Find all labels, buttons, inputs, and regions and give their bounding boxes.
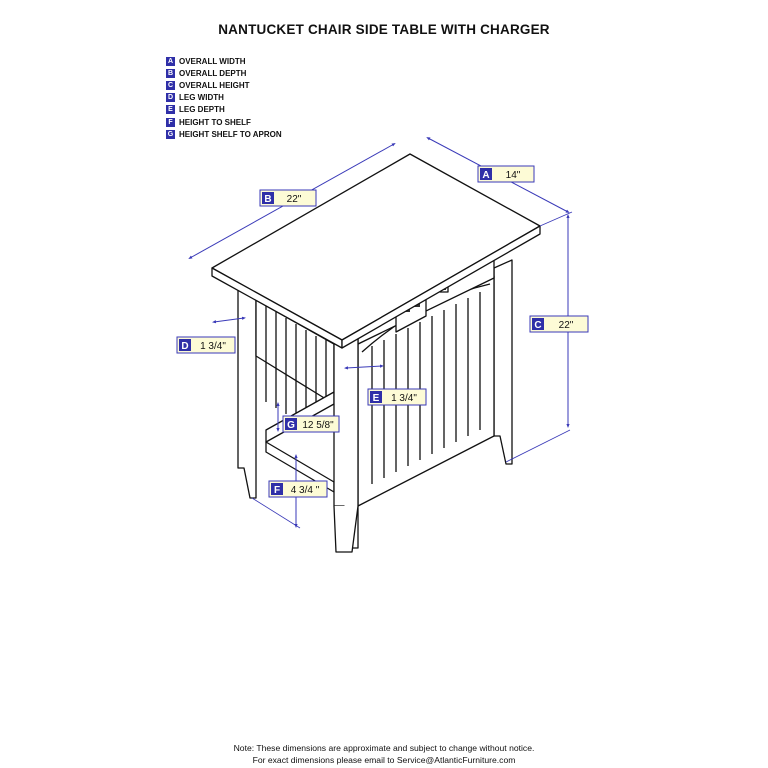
callout-a-value: 14" <box>505 170 521 181</box>
legend-key-g: G <box>167 130 174 138</box>
legend-key-f: F <box>166 118 175 127</box>
callout-e <box>368 389 426 405</box>
callout-d-value: 1 3/4" <box>200 341 226 352</box>
callout-f <box>269 481 327 497</box>
callout-b-value: 22" <box>286 194 302 205</box>
legend-label-e: LEG DEPTH <box>179 105 225 115</box>
callout-c-value: 22" <box>558 320 574 331</box>
callout-b-key: B <box>264 194 272 205</box>
callout-g <box>283 416 339 432</box>
legend-label-g: HEIGHT SHELF TO APRON <box>179 129 282 139</box>
callout-g-value: 12 5/8" <box>302 420 334 431</box>
callout-d-key: D <box>181 341 189 352</box>
callout-c <box>530 316 588 332</box>
callout-c-key: C <box>534 320 542 331</box>
legend-key-b: B <box>167 69 174 77</box>
disclaimer-line-2: For exact dimensions please email to Service@AtlanticFurniture.com <box>252 755 516 765</box>
legend-label-a: OVERALL WIDTH <box>179 56 246 66</box>
legend-label-f: HEIGHT TO SHELF <box>179 117 251 127</box>
callout-d <box>177 337 235 353</box>
legend-label-c: OVERALL HEIGHT <box>179 80 250 90</box>
disclaimer-note <box>0 742 768 766</box>
legend-label-b: OVERALL DEPTH <box>179 68 247 78</box>
legend-key-d: D <box>167 94 174 102</box>
disclaimer-line-1: Note: These dimensions are approximate and subject to change without notice. <box>233 743 535 753</box>
callout-f-key: F <box>273 485 281 496</box>
leg-back-right <box>494 260 512 464</box>
page-title: NANTUCKET CHAIR SIDE TABLE WITH CHARGER <box>218 22 550 37</box>
callout-f-value: 4 3/4 " <box>290 485 320 496</box>
callout-e-key: E <box>372 393 380 404</box>
callout-b <box>260 190 316 206</box>
callout-a-key: A <box>482 170 490 181</box>
legend-key-c: C <box>167 81 174 89</box>
legend-key-a: A <box>167 57 174 65</box>
callout-g-key: G <box>287 420 295 431</box>
legend-key-e: E <box>166 105 175 114</box>
legend-label-d: LEG WIDTH <box>179 93 224 103</box>
table-illustration <box>212 154 540 552</box>
callout-a <box>478 166 534 182</box>
leg-back-left <box>238 290 256 498</box>
callout-e-value: 1 3/4" <box>391 393 417 404</box>
